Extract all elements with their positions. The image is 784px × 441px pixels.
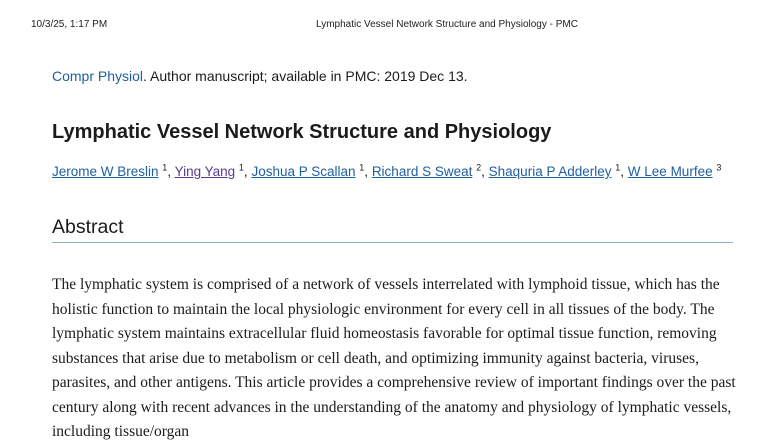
article-title: Lymphatic Vessel Network Structure and Physiology — [52, 121, 552, 143]
author-link[interactable]: Joshua P Scallan — [251, 164, 356, 179]
author-link[interactable]: W Lee Murfee — [627, 164, 713, 179]
author-entry — [52, 164, 175, 179]
print-page-title: Lymphatic Vessel Network Structure and Physiology - PMC — [316, 19, 578, 30]
affiliation-marker[interactable]: 1 — [162, 162, 168, 173]
journal-link[interactable]: Compr Physiol — [52, 68, 144, 84]
journal-citation — [52, 68, 468, 84]
manuscript-status: . Author manuscript; available in PMC: 2019 Dec 13. — [143, 68, 468, 84]
affiliation-marker[interactable]: 1 — [238, 162, 244, 173]
affiliation-marker[interactable]: 2 — [476, 162, 482, 173]
abstract-heading: Abstract — [52, 216, 733, 243]
author-entry — [628, 164, 722, 179]
author-separator: , — [620, 164, 628, 179]
author-separator: , — [481, 164, 489, 179]
author-link[interactable]: Jerome W Breslin — [52, 164, 159, 179]
author-link[interactable]: Richard S Sweat — [371, 164, 473, 179]
affiliation-marker[interactable]: 1 — [615, 162, 621, 173]
author-entry — [251, 164, 371, 179]
author-entry — [489, 164, 628, 179]
print-datetime: 10/3/25, 1:17 PM — [31, 19, 108, 30]
author-list — [52, 164, 721, 179]
author-link[interactable]: Shaquria P Adderley — [488, 164, 612, 179]
author-entry — [372, 164, 489, 179]
author-separator: , — [167, 164, 175, 179]
affiliation-marker[interactable]: 3 — [716, 162, 722, 173]
print-header — [31, 19, 753, 33]
affiliation-marker[interactable]: 1 — [359, 162, 365, 173]
author-entry — [175, 164, 252, 179]
author-link[interactable]: Ying Yang — [174, 164, 236, 179]
abstract-text: The lymphatic system is comprised of a network of vessels interrelated with lymphoid tissue, which has the holistic function to maintain the local physiologic environment for every cell in all tissues of the body. The lymphatic system maintains extracellular fluid homeostasis favorable for optimal tissue function, removing substances that arise due to metabolism or cell death, and optimizing immunity against bacteria, viruses, parasites, and other antigens. This article provides a comprehensive review of important findings over the past century along with recent advances in the understanding of the anatomy and physiology of lymphatic vessels, including tissue/organ — [52, 276, 736, 440]
author-separator: , — [243, 164, 252, 179]
author-separator: , — [364, 164, 372, 179]
